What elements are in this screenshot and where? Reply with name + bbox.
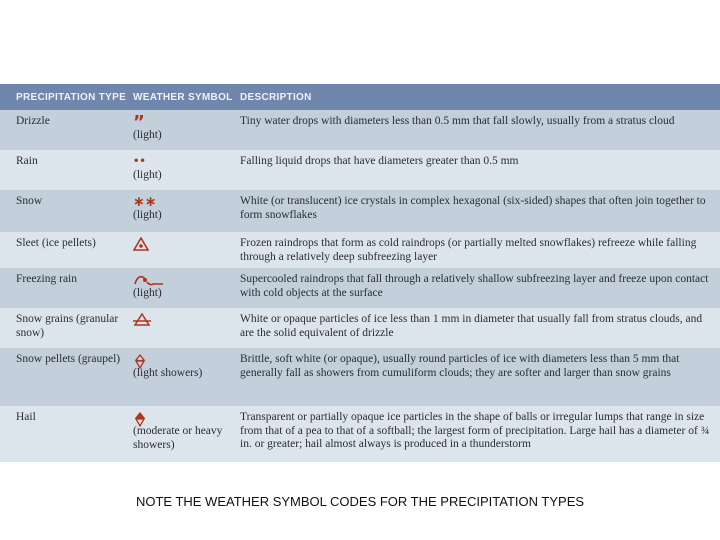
hail-icon (133, 411, 233, 425)
row-description: Frozen raindrops that form as cold raindrops (or partially melted snowflakes) refreeze while falling through a relatively deep subfreezing layer (240, 237, 697, 263)
row-symbol-note: (light) (133, 287, 162, 299)
drizzle-comma-icon: ” (133, 112, 145, 133)
table-row (0, 268, 720, 308)
header-precipitation-type: PRECIPITATION TYPE (16, 91, 127, 103)
row-description: White (or translucent) ice crystals in complex hexagonal (six-sided) shapes that often join together to form snowflakes (240, 195, 706, 221)
precipitation-table (0, 84, 720, 462)
row-type: Snow (16, 195, 43, 207)
row-type: Rain (16, 155, 38, 167)
freezing-rain-icon (133, 273, 233, 287)
row-symbol-note: (light showers) (133, 367, 203, 379)
row-symbol-note: (light) (133, 209, 162, 221)
row-description: Transparent or partially opaque ice particles in the shape of balls or irregular lumps that range in size from that of a pea to that of a softball; the largest form of precipitation. Large hail has a diameter of ¾ in. or greater; hail almost always is produced in a thunderstorm (240, 411, 710, 450)
caption: NOTE THE WEATHER SYMBOL CODES FOR THE PRECIPITATION TYPES (135, 494, 585, 509)
table-row (0, 348, 720, 406)
graupel-icon (133, 353, 233, 367)
table-row (0, 150, 720, 190)
header-weather-symbol: WEATHER SYMBOL (133, 91, 233, 103)
table-row (0, 232, 720, 268)
row-type: Snow grains (granular snow) (16, 313, 119, 339)
row-description: Tiny water drops with diameters less than 0.5 mm that fall slowly, usually from a stratus cloud (240, 115, 675, 127)
row-type: Freezing rain (16, 273, 77, 285)
row-description: Supercooled raindrops that fall through a relatively shallow subfreezing layer and freeze upon contact with cold objects at the surface (240, 273, 709, 299)
row-description: White or opaque particles of ice less than 1 mm in diameter that usually fall from stratus clouds, and are the solid equivalent of drizzle (240, 313, 703, 339)
header-description: DESCRIPTION (240, 91, 312, 103)
row-type: Snow pellets (graupel) (16, 353, 121, 365)
snow-asterisk-icon: ∗∗ (133, 194, 157, 210)
table-row (0, 190, 720, 232)
row-description: Falling liquid drops that have diameters greater than 0.5 mm (240, 155, 519, 167)
row-type: Drizzle (16, 115, 50, 127)
row-description: Brittle, soft white (or opaque), usually round particles of ice with diameters less than 5 mm that generally fall as showers from cumuliform clouds; they are softer and larger than snow grains (240, 353, 680, 379)
row-type: Hail (16, 411, 36, 423)
rain-dots-icon: •• (133, 156, 146, 167)
row-symbol-note: (light) (133, 129, 162, 141)
table-row (0, 110, 720, 150)
table-row (0, 406, 720, 462)
row-symbol-note: (light) (133, 169, 162, 181)
table-header (0, 84, 720, 110)
row-symbol-note: (moderate or heavy showers) (133, 425, 223, 451)
snow-grains-icon (133, 313, 233, 327)
sleet-triangle-icon (133, 237, 233, 251)
row-type: Sleet (ice pellets) (16, 237, 96, 249)
table-row (0, 308, 720, 348)
